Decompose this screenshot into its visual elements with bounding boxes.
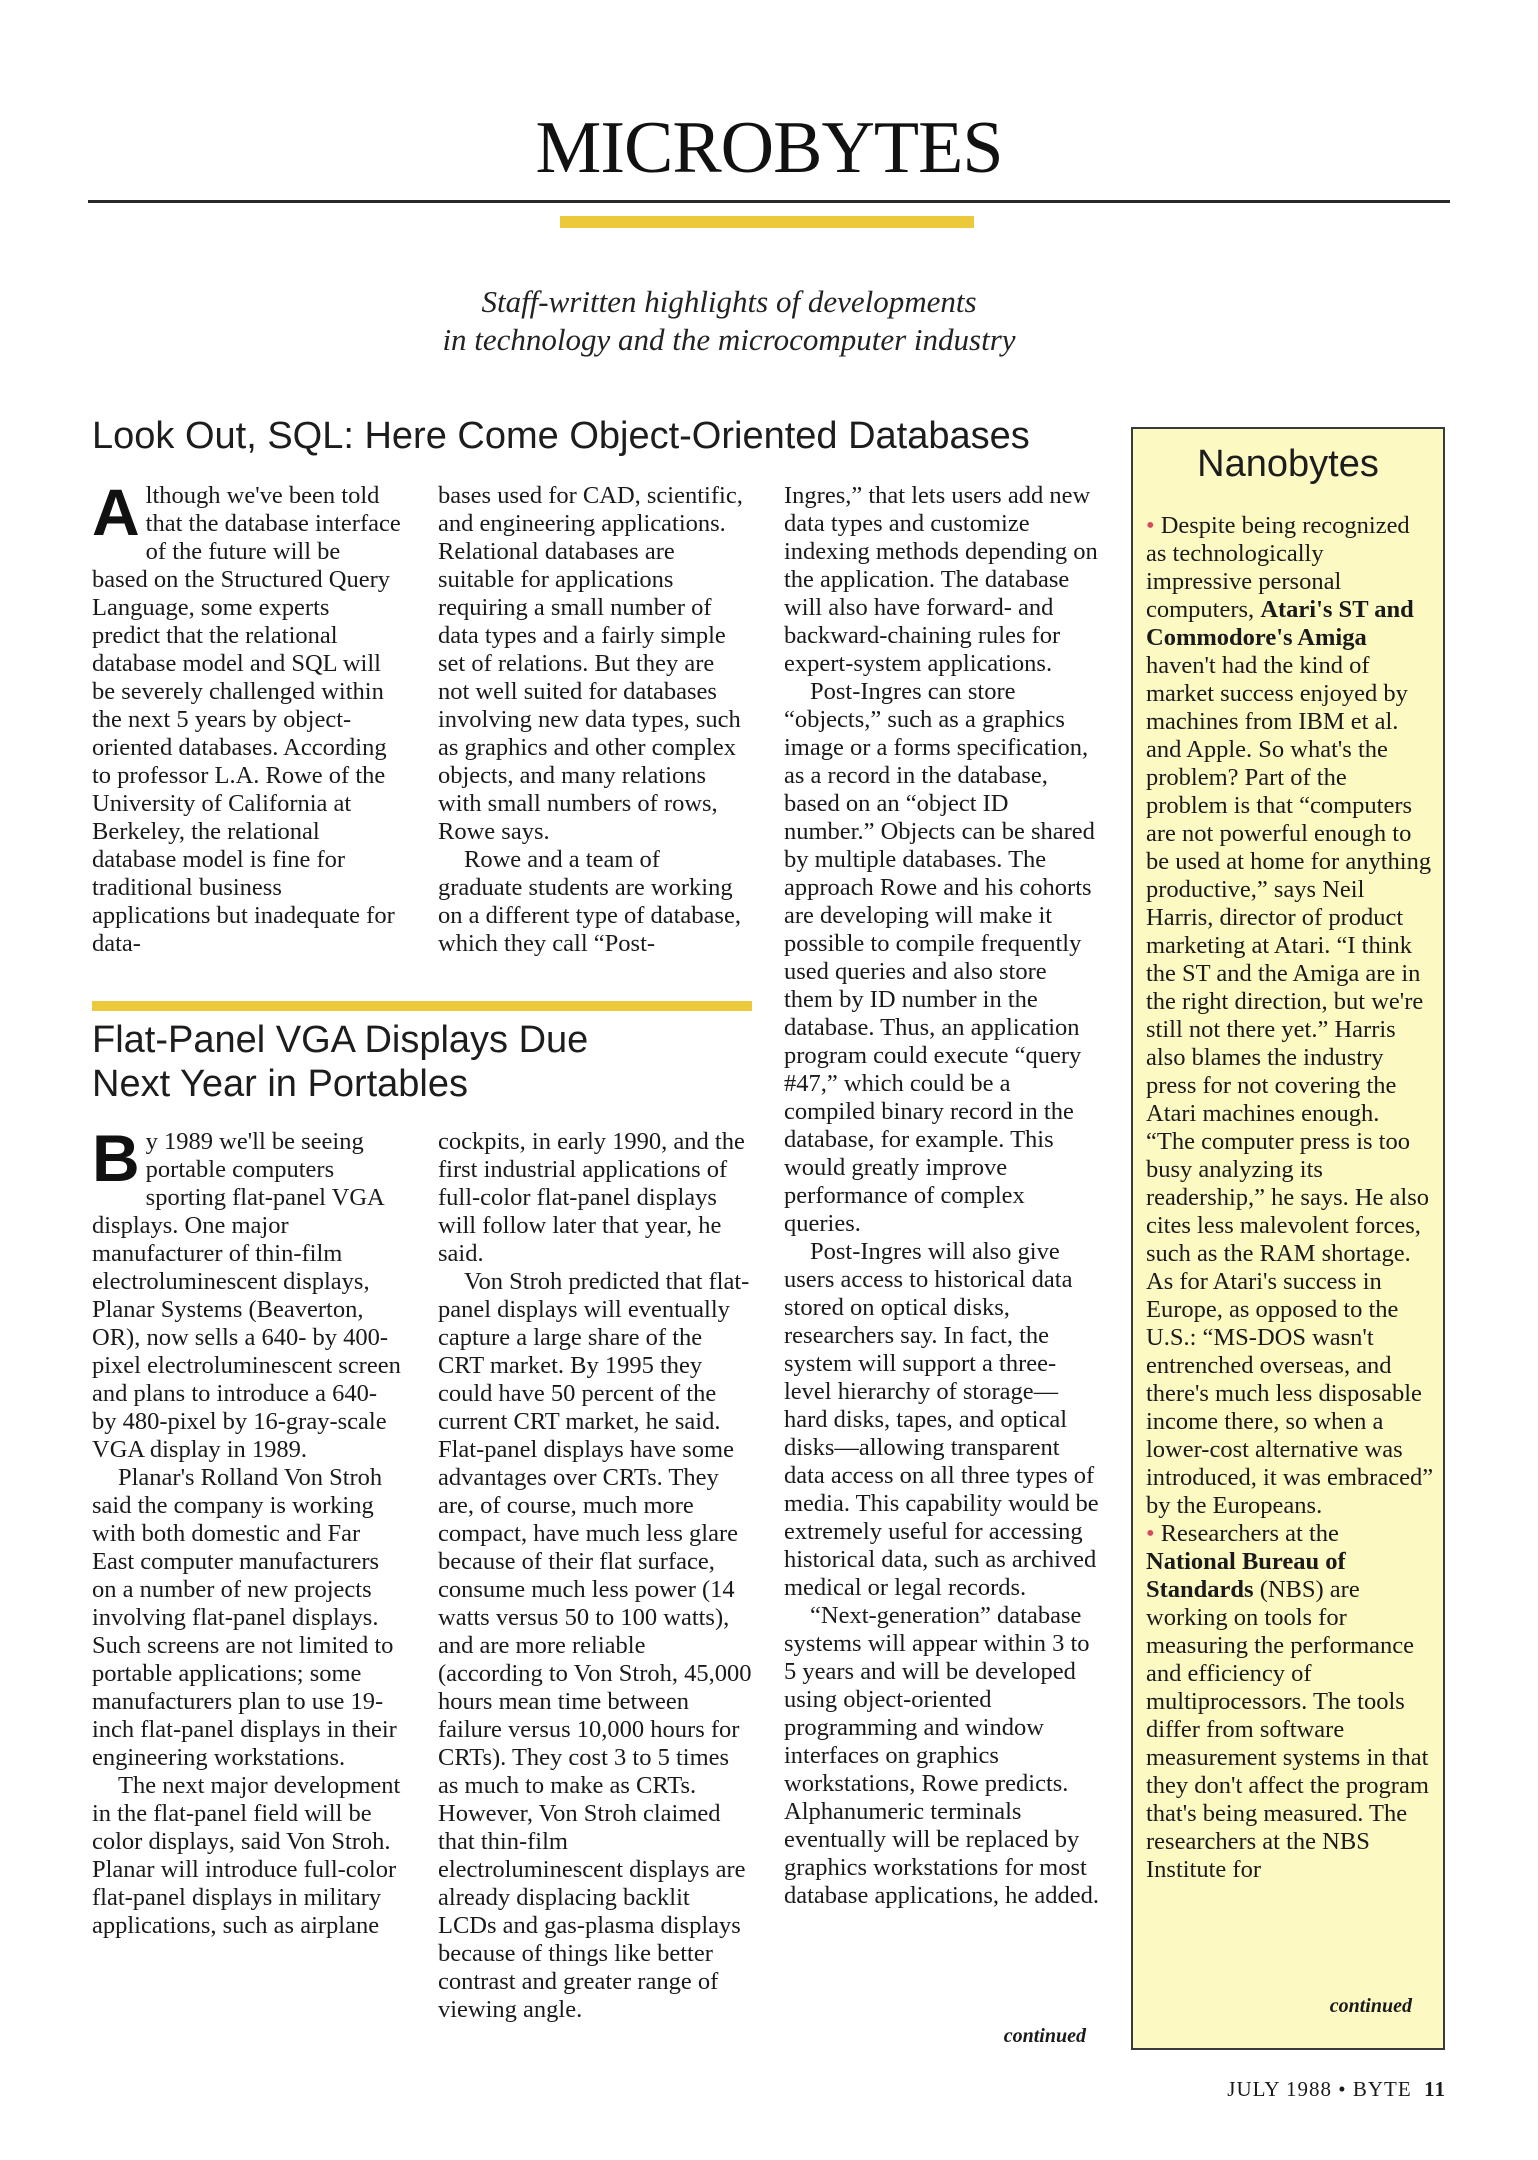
nanobytes-item-highlight: Atari's ST and Commodore's Amiga (1146, 596, 1414, 651)
article-sql-paragraph: bases used for CAD, scientific, and engineering applications. Relational databases are suitable for applications requiring a small number of data types and a fairly simple set of relations. But they are not well suited for databases involving new data types, such as graphics and other complex objects, and many relations with small numbers of rows, Rowe says. (438, 482, 743, 845)
footer-issue: JULY 1988 (1227, 2077, 1332, 2101)
nanobytes-item-text: (NBS) are working on tools for measuring the performance and efficiency of multiprocessors. The tools differ from software measurement systems in that they don't affect the program that's being measured. The researchers at the NBS Institute for (1146, 1576, 1429, 1883)
article-sql-column-3 (784, 482, 1099, 1910)
nanobytes-text (1146, 512, 1434, 1884)
article-flat-panel-column-1 (92, 1121, 402, 1940)
nanobytes-item (1146, 1520, 1434, 1884)
article-sql-text: lthough we've been told that the database interface of the future will be based on the Structured Query Language, some experts predict that the relational database model and SQL will be severely challenged within the next 5 years by object-oriented databases. According to professor L.A. Rowe of the University of California at Berkeley, the relational database model is fine for traditional business applications but inadequate for data- (92, 482, 401, 957)
tagline-line-2: in technology and the microcomputer industry (442, 322, 1016, 357)
article-headline-flat-panel (92, 1018, 652, 1106)
article-headline-sql: Look Out, SQL: Here Come Object-Oriented Databases (92, 415, 1030, 457)
article-flat-panel-paragraph: Planar's Rolland Von Stroh said the company is working with both domestic and Far East computer manufacturers on a number of new projects involving flat-panel displays. Such screens are not limited to portable applications; some manufacturers plan to use 19-inch flat-panel displays in their engineering workstations. (92, 1464, 397, 1771)
page-number: 11 (1424, 2077, 1446, 2101)
tagline-line-1: Staff-written highlights of developments (481, 284, 977, 319)
nanobytes-item-text: Despite being recognized as technologically impressive personal computers, (1146, 512, 1410, 623)
article-sql-paragraph: Rowe and a team of graduate students are working on a different type of database, which they call “Post- (438, 846, 741, 957)
nanobytes-continued-label: continued (1329, 1995, 1412, 2017)
headline-line-1: Flat-Panel VGA Displays Due (92, 1019, 589, 1061)
article-flat-panel-column-2 (438, 1128, 753, 2024)
article-flat-panel-text: y 1989 we'll be seeing portable computers sporting flat-panel VGA displays. One major manufacturer of thin-film electroluminescent displays, Planar Systems (Beaverton, OR), now sells a 640- by 400-pixel electroluminescent screen and plans to introduce a 640- by 480-pixel by 16-gray-scale VGA display in 1989. (92, 1128, 401, 1463)
article-flat-panel-paragraph: Von Stroh predicted that flat-panel displays will eventually capture a large share of the CRT market. By 1995 they could have 50 percent of the current CRT market, he said. Flat-panel displays have some advantages over CRTs. They are, of course, much more compact, have much less glare because of their flat surface, consume much less power (14 watts versus 50 to 100 watts), and are more reliable (according to Von Stroh, 45,000 hours mean time between failure versus 10,000 hours for CRTs). They cost 3 to 5 times as much to make as CRTs. However, Von Stroh claimed that thin-film electroluminescent displays are already displacing backlit LCDs and gas-plasma displays because of things like better contrast and greater range of viewing angle. (438, 1268, 752, 2023)
headline-line-2: Next Year in Portables (92, 1063, 469, 1105)
continued-label: continued (1003, 2025, 1086, 2047)
nanobytes-item-text: Researchers at the (1160, 1520, 1339, 1547)
nanobytes-item (1146, 512, 1434, 1520)
bullet-icon: • (1146, 1520, 1155, 1547)
footer-separator: • (1338, 2077, 1347, 2101)
nanobytes-item-text: haven't had the kind of market success enjoyed by machines from IBM et al. and Apple. So what's the problem? Part of the problem is that “computers are not powerful enough to be used at home for anything productive,” says Neil Harris, director of product marketing at Atari. “I think the ST and the Amiga are in the right direction, but we're still not there yet.” Harris also blames the industry press for not covering the Atari machines enough. “The computer press is too busy analyzing its readership,” he says. He also cites less malevolent forces, such as the RAM shortage. As for Atari's success in Europe, as opposed to the U.S.: “MS-DOS wasn't entrenched overseas, and there's much less disposable income there, so when a lower-cost alternative was introduced, it was embraced” by the Europeans. (1146, 652, 1434, 1519)
title-accent-bar (560, 216, 974, 228)
article-sql-paragraph: Post-Ingres will also give users access to historical data stored on optical disks, researchers say. In fact, the system will support a three-level hierarchy of storage—hard disks, tapes, and optical disks—allowing transparent data access on all three types of media. This capability would be extremely useful for accessing historical data, such as archived medical or legal records. (784, 1238, 1099, 1601)
drop-cap: B (92, 1121, 140, 1195)
article-sql-column-2 (438, 482, 748, 958)
article-flat-panel-paragraph: The next major development in the flat-panel field will be color displays, said Von Stroh. Planar will introduce full-color flat-panel displays in military applications, such as airplane (92, 1772, 401, 1939)
section-accent-bar (92, 1001, 752, 1011)
article-flat-panel-paragraph-1 (92, 1121, 402, 1464)
page-footer (1000, 2076, 1446, 2102)
nanobytes-item-highlight: National Bureau of Standards (1146, 1548, 1346, 1603)
article-sql-column-1 (92, 475, 402, 958)
footer-magazine: BYTE (1352, 2077, 1412, 2101)
article-sql-paragraph: Ingres,” that lets users add new data types and customize indexing methods depending on the application. The database will also have forward- and backward-chaining rules for expert-system applications. (784, 482, 1098, 677)
article-flat-panel-paragraph: cockpits, in early 1990, and the first industrial applications of full-color flat-panel displays will follow later that year, he said. (438, 1128, 745, 1267)
article-sql-paragraph: Post-Ingres can store “objects,” such as a graphics image or a forms specification, as a record in the database, based on an “object ID number.” Objects can be shared by multiple databases. The approach Rowe and his cohorts are developing will make it possible to compile frequently used queries and also store them by ID number in the database. Thus, an application program could execute “query #47,” which could be a compiled binary record in the database, for example. This would greatly improve performance of complex queries. (784, 678, 1095, 1237)
article-sql-paragraph-1 (92, 475, 402, 958)
page-title: MICROBYTES (535, 107, 1003, 189)
bullet-icon: • (1146, 512, 1155, 539)
nanobytes-title: Nanobytes (1197, 443, 1379, 485)
article-sql-paragraph: “Next-generation” database systems will appear within 3 to 5 years and will be developed using object-oriented programming and window interfaces on graphics workstations, Rowe predicts. Alphanumeric terminals eventually will be replaced by graphics workstations for most database applications, he added. (784, 1602, 1099, 1909)
title-rule (88, 200, 1450, 203)
drop-cap: A (92, 475, 140, 549)
